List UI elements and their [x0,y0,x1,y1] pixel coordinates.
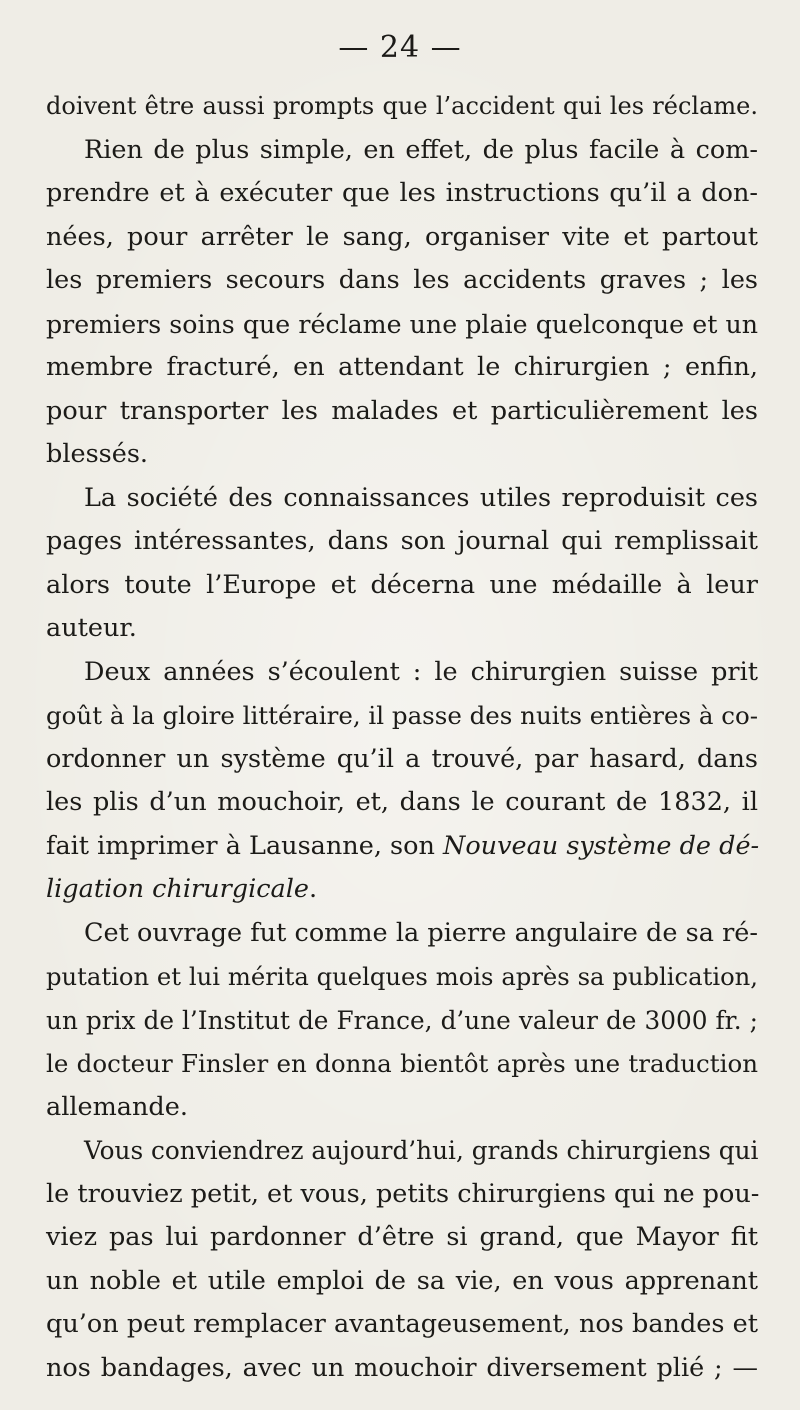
text-line-content: le docteur Finsler en donna bientôt après une traduction [46,1049,758,1078]
text-line [46,1260,758,1304]
text-line-content: viez pas lui pardonner d’être si grand, que Mayor fit [46,1222,758,1252]
text-line [46,1303,758,1347]
text-line-content: nées, pour arrêter le sang, organiser vite et partout [46,221,758,252]
text-line-content: Deux années s’écoulent : le chirurgien suisse prit [84,656,758,687]
text-line [46,433,758,477]
text-line [46,999,758,1043]
text-line-content: auteur. [46,613,137,643]
text-line [46,1129,758,1173]
text-line-content: qu’on peut remplacer avantageusement, nos bandes et [46,1309,758,1339]
text-line [46,390,758,434]
text-line-content: les premiers secours dans les accidents graves ; les [46,265,758,295]
text-line [46,1216,758,1260]
text-line-content: blessés. [46,439,149,469]
text-line [46,781,758,825]
text-line [46,607,758,651]
text-line [46,1042,758,1086]
text-line [46,172,758,216]
text-line [46,868,758,912]
text-line-content: pour transporter les malades et particulièrement les [46,395,758,426]
text-line-content: pages intéressantes, dans son journal qui remplissait [46,526,758,556]
text-line-content: nos bandages, avec un mouchoir diversement plié ; — [46,1352,758,1383]
text-line [46,955,758,999]
text-line [46,216,758,260]
text-line [46,564,758,608]
text-line-content: premiers soins que réclame une plaie quelconque et un [46,309,758,339]
text-line-content: le trouviez petit, et vous, petits chirurgiens qui ne pou- [46,1178,760,1209]
text-line [46,912,758,956]
text-line-content: La société des connaissances utiles reproduisit ces [84,482,758,513]
text-line [46,1173,758,1217]
text-line [46,694,758,738]
text-line [46,85,758,129]
italic-title: ligation chirurgicale [46,874,309,904]
text-line-content: Vous conviendrez aujourd’hui, grands chirurgiens qui [84,1136,759,1165]
text-line [46,825,758,869]
text-line-content: Rien de plus simple, en effet, de plus facile à com- [84,134,758,165]
text-line [46,346,758,390]
text-line-content: doivent être aussi prompts que l’accident qui les réclame. [46,92,758,120]
text-line [46,303,758,347]
italic-title: Nouveau système de dé- [443,830,760,861]
text-line-content: ordonner un système qu’il a trouvé, par hasard, dans [46,743,758,774]
text-line [46,129,758,173]
text-line [46,520,758,564]
text-line [46,259,758,303]
text-line-punctuation: . [309,874,318,904]
text-line-content: allemande. [46,1091,188,1122]
text-line-content: les plis d’un mouchoir, et, dans le courant de 1832, il [46,787,758,817]
text-line-content: Cet ouvrage fut comme la pierre angulaire de sa ré- [84,917,758,948]
text-line-content: un noble et utile emploi de sa vie, en vous apprenant [46,1265,758,1296]
body-text [46,85,758,1390]
page-number: — 24 — [338,30,462,65]
text-line [46,1086,758,1130]
text-line-content: fait imprimer à Lausanne, son [46,830,443,861]
text-line [46,651,758,695]
text-line-content: membre fracturé, en attendant le chirurgien ; enfin, [46,352,758,382]
text-line-content: un prix de l’Institut de France, d’une valeur de 3000 fr. ; [46,1005,758,1035]
text-line [46,738,758,782]
text-line [46,477,758,521]
text-line-content: prendre et à exécuter que les instructions qu’il a don- [46,178,758,208]
text-line-content: alors toute l’Europe et décerna une médaille à leur [46,569,758,600]
text-line-content: putation et lui mérita quelques mois après sa publication, [46,962,758,991]
text-line [46,1347,758,1391]
text-line-content: goût à la gloire littéraire, il passe des nuits entières à co- [46,701,758,730]
